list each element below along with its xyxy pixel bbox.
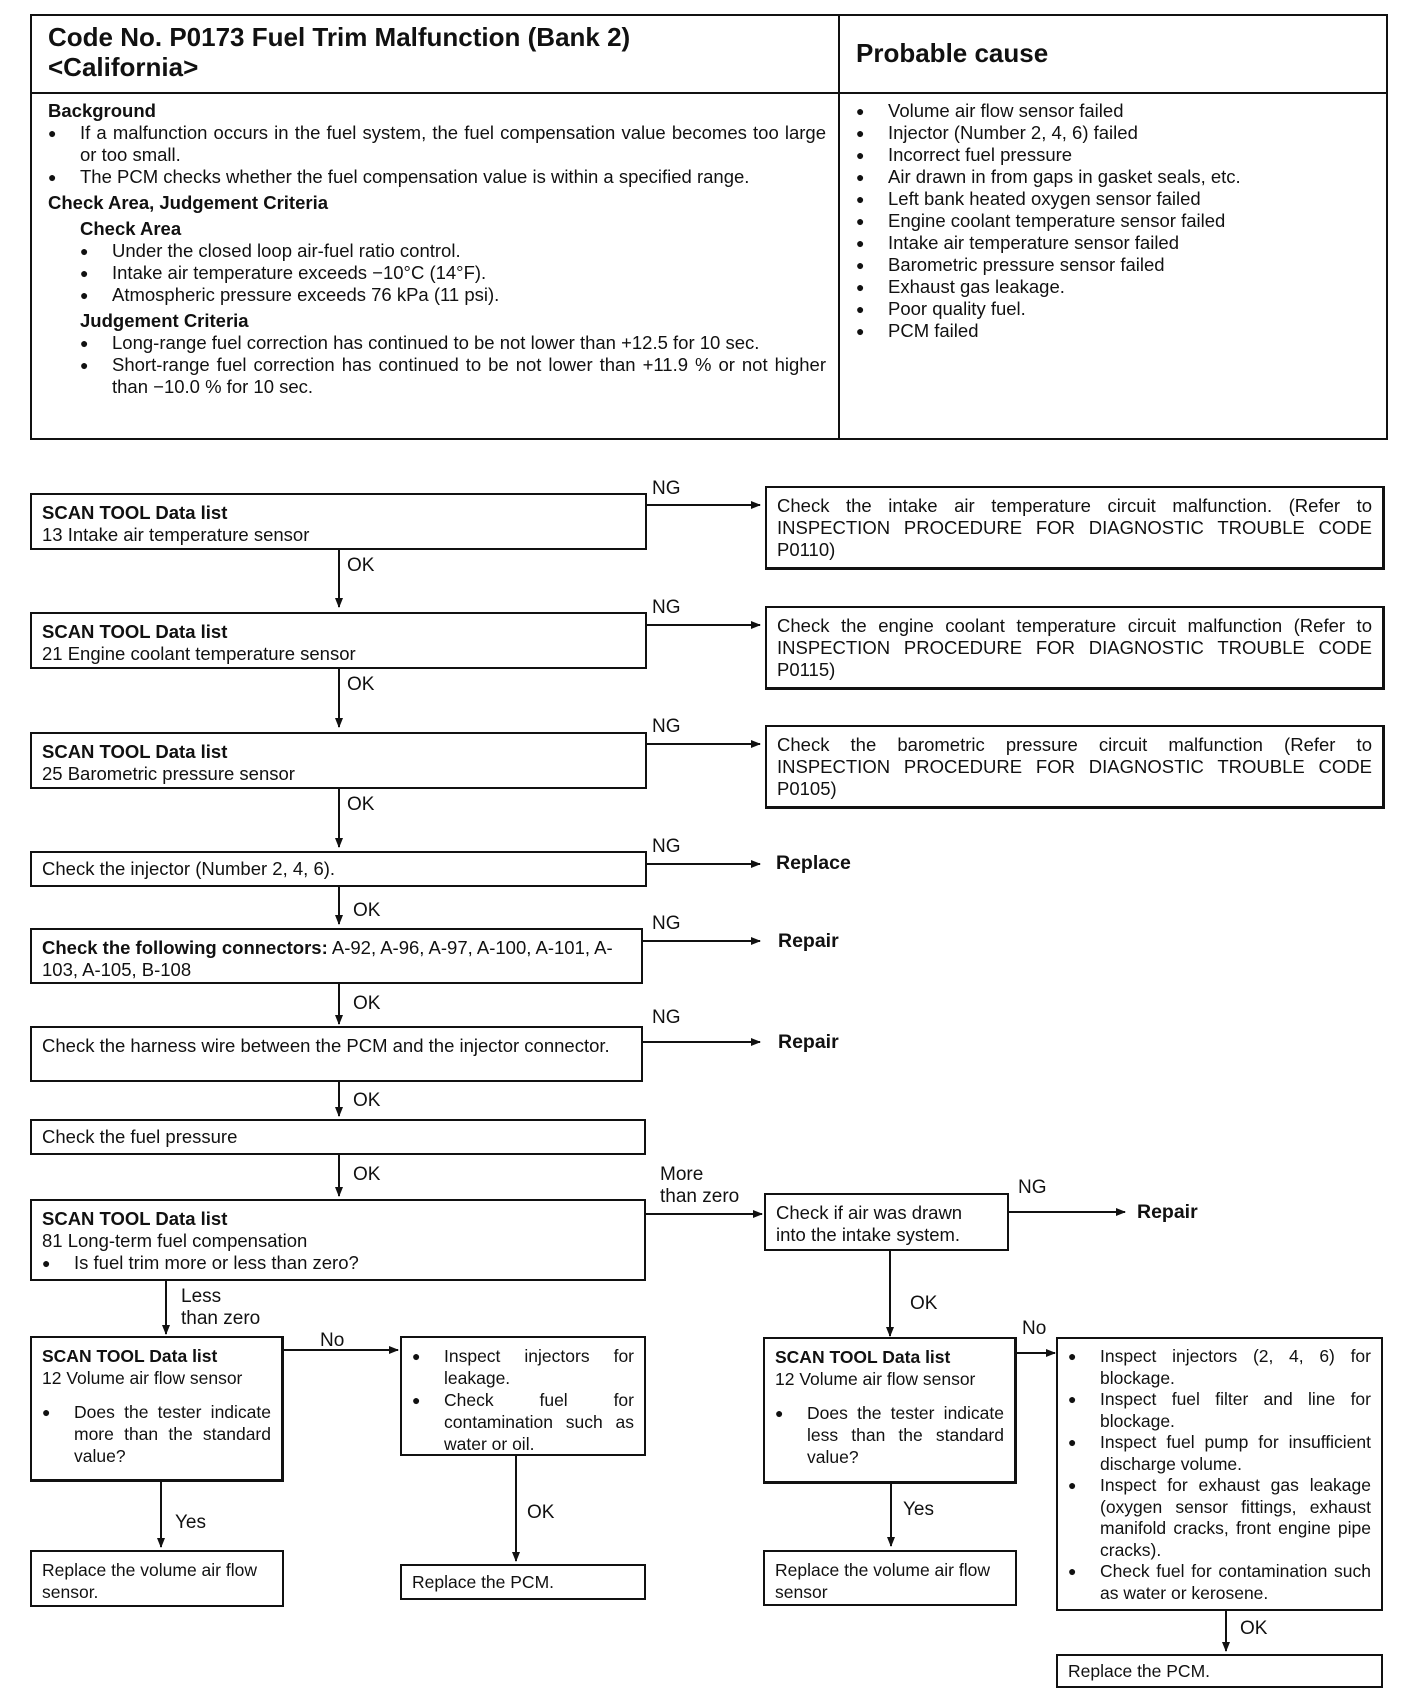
right-vaf-question: ● Does the tester indicate less than the standard value? — [775, 1402, 1004, 1468]
step-8-title: SCAN TOOL Data list — [42, 1208, 228, 1229]
background-heading: Background — [48, 100, 156, 121]
title-line-2: <California> — [48, 52, 199, 82]
right-vaf-title: SCAN TOOL Data list — [775, 1347, 951, 1367]
probable-cause-item: ● Barometric pressure sensor failed — [856, 254, 1376, 276]
label-ok: OK — [353, 900, 381, 921]
step-2-ng-text: Check the engine coolant temperature circuit malfunction (Refer to INSPECTION PROCEDURE FOR DIAGNOSTIC TROUBLE CODE P0115) — [777, 615, 1372, 680]
right-inspect-item: ● Inspect injectors (2, 4, 6) for blockage. — [1068, 1346, 1371, 1389]
judgement-heading: Judgement Criteria — [80, 310, 249, 331]
right-replace-pcm-text: Replace the PCM. — [1068, 1661, 1211, 1681]
check-area-heading: Check Area — [80, 218, 182, 239]
step-8-question: ● Is fuel trim more or less than zero? — [42, 1252, 634, 1274]
judgement-item: ● Short-range fuel correction has continued to be not lower than +11.9 % or not higher than −10.0 % for 10 sec. — [80, 354, 826, 398]
air-check-text: Check if air was drawn into the intake system. — [776, 1202, 963, 1245]
right-replace-pcm-box — [1056, 1654, 1383, 1688]
right-replace-vaf-text: Replace the volume air flow sensor — [775, 1560, 990, 1602]
step-7-text: Check the fuel pressure — [42, 1126, 238, 1147]
result-repair: Repair — [778, 1031, 839, 1053]
background-item: ● The PCM checks whether the fuel compensation value is within a specified range. — [48, 166, 826, 188]
left-replace-vaf-text: Replace the volume air flow sensor. — [42, 1560, 257, 1602]
step-8-item: 81 Long-term fuel compensation — [42, 1230, 308, 1251]
step-1-ng-text: Check the intake air temperature circuit malfunction. (Refer to INSPECTION PROCEDURE FOR DIAGNOSTIC TROUBLE CODE P0110) — [777, 495, 1372, 560]
label-no: No — [320, 1330, 345, 1351]
label-ok: OK — [353, 993, 381, 1014]
check-area-item: ● Intake air temperature exceeds −10°C (14°F). — [80, 262, 826, 284]
step-6-text: Check the harness wire between the PCM and the injector connector. — [42, 1035, 610, 1056]
background-item: ● If a malfunction occurs in the fuel system, the fuel compensation value becomes too large or too small. — [48, 122, 826, 166]
step-2-box — [30, 612, 647, 669]
check-area-item: ● Under the closed loop air-fuel ratio control. — [80, 240, 826, 262]
label-ok: OK — [347, 674, 375, 695]
label-ng: NG — [1018, 1177, 1047, 1198]
step-3-item: 25 Barometric pressure sensor — [42, 763, 295, 784]
label-ng: NG — [652, 836, 681, 857]
label-ok: OK — [910, 1293, 938, 1314]
step-1-item: 13 Intake air temperature sensor — [42, 524, 310, 545]
probable-cause-title: Probable cause — [856, 38, 1049, 68]
label-yes: Yes — [903, 1499, 934, 1520]
step-3-box — [30, 732, 647, 789]
left-vaf-question: ● Does the tester indicate more than the standard value? — [42, 1401, 271, 1467]
probable-cause-item: ● Injector (Number 2, 4, 6) failed — [856, 122, 1376, 144]
label-no: No — [1022, 1318, 1047, 1339]
probable-cause-item: ● Air drawn in from gaps in gasket seals, etc. — [856, 166, 1376, 188]
label-ok: OK — [347, 555, 375, 576]
probable-cause-item: ● Intake air temperature sensor failed — [856, 232, 1376, 254]
left-replace-pcm-box — [400, 1564, 646, 1600]
label-ok: OK — [1240, 1618, 1268, 1639]
left-replace-vaf-box — [30, 1550, 284, 1607]
step-6-box — [30, 1026, 643, 1082]
result-repair: Repair — [778, 930, 839, 952]
step-1-box — [30, 493, 647, 550]
left-vaf-title: SCAN TOOL Data list — [42, 1346, 218, 1366]
result-repair: Repair — [1137, 1201, 1198, 1223]
label-ng: NG — [652, 913, 681, 934]
label-ng: NG — [652, 1007, 681, 1028]
label-ok: OK — [353, 1164, 381, 1185]
left-inspect-item: ● Check fuel for contamination such as water or oil. — [412, 1389, 634, 1455]
probable-cause-item: ● Poor quality fuel. — [856, 298, 1376, 320]
probable-cause-item: ● Exhaust gas leakage. — [856, 276, 1376, 298]
left-inspect-item: ● Inspect injectors for leakage. — [412, 1345, 634, 1389]
step-5-box — [30, 928, 643, 984]
step-5-connector-list: A-92, A-96, A-97, A-100, A-101, A-103, A-105, B-108 — [42, 937, 613, 980]
step-3-title: SCAN TOOL Data list — [42, 741, 228, 762]
left-inspect-box — [400, 1336, 646, 1456]
step-3-ng-text: Check the barometric pressure circuit malfunction (Refer to INSPECTION PROCEDURE FOR DIAGNOSTIC TROUBLE CODE P0105) — [777, 734, 1372, 799]
label-ok: OK — [527, 1502, 555, 1523]
step-4-box — [30, 851, 647, 887]
step-5-bold-label: Check the following connectors: — [42, 937, 328, 958]
probable-cause-item: ● Volume air flow sensor failed — [856, 100, 1376, 122]
label-ng: NG — [652, 478, 681, 499]
right-inspect-item: ● Inspect fuel filter and line for blockage. — [1068, 1389, 1371, 1432]
step-2-ng-box — [765, 606, 1385, 690]
left-replace-pcm-text: Replace the PCM. — [412, 1572, 555, 1592]
right-replace-vaf-box — [763, 1550, 1017, 1606]
air-check-box — [764, 1193, 1009, 1251]
right-inspect-item: ● Check fuel for contamination such as water or kerosene. — [1068, 1561, 1371, 1604]
right-inspect-item: ● Inspect for exhaust gas leakage (oxygen sensor fittings, exhaust manifold cracks, front engine pipe cracks). — [1068, 1475, 1371, 1561]
title-line-1: Code No. P0173 Fuel Trim Malfunction (Bank 2) — [48, 22, 631, 52]
probable-cause-item: ● Incorrect fuel pressure — [856, 144, 1376, 166]
result-replace: Replace — [776, 852, 851, 874]
right-vaf-box — [763, 1337, 1017, 1484]
step-2-item: 21 Engine coolant temperature sensor — [42, 643, 356, 664]
step-2-title: SCAN TOOL Data list — [42, 621, 228, 642]
check-area-item: ● Atmospheric pressure exceeds 76 kPa (11 psi). — [80, 284, 826, 306]
step-7-box — [30, 1119, 646, 1155]
label-ng: NG — [652, 597, 681, 618]
step-4-text: Check the injector (Number 2, 4, 6). — [42, 858, 336, 879]
label-less-than-zero: Less than zero — [181, 1286, 261, 1329]
right-inspect-box — [1056, 1337, 1383, 1611]
step-3-ng-box — [765, 725, 1385, 809]
right-vaf-item: 12 Volume air flow sensor — [775, 1369, 976, 1389]
step-8-box — [30, 1199, 646, 1281]
left-vaf-box — [30, 1336, 284, 1482]
probable-cause-item: ● PCM failed — [856, 320, 1376, 342]
label-ok: OK — [347, 794, 375, 815]
judgement-item: ● Long-range fuel correction has continued to be not lower than +12.5 for 10 sec. — [80, 332, 826, 354]
label-ng: NG — [652, 716, 681, 737]
check-area-judgement-heading: Check Area, Judgement Criteria — [48, 192, 328, 213]
left-vaf-item: 12 Volume air flow sensor — [42, 1368, 243, 1388]
right-inspect-item: ● Inspect fuel pump for insufficient discharge volume. — [1068, 1432, 1371, 1475]
probable-cause-item: ● Left bank heated oxygen sensor failed — [856, 188, 1376, 210]
label-yes: Yes — [175, 1512, 206, 1533]
label-ok: OK — [353, 1090, 381, 1111]
probable-cause-item: ● Engine coolant temperature sensor failed — [856, 210, 1376, 232]
step-1-ng-box — [765, 486, 1385, 570]
label-more-than-zero: More than zero — [660, 1164, 740, 1207]
step-1-title: SCAN TOOL Data list — [42, 502, 228, 523]
